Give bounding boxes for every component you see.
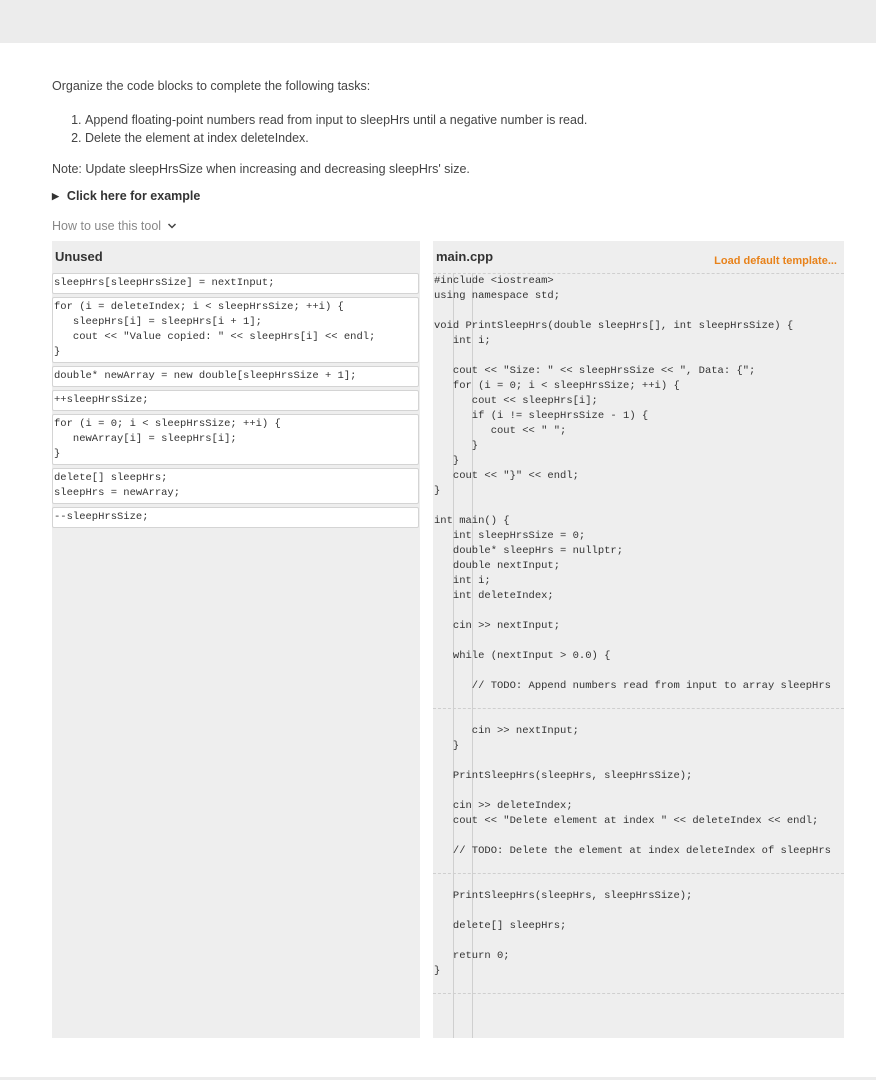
code-block[interactable]: double* newArray = new double[sleepHrsSize + 1]; <box>52 366 419 387</box>
code-block[interactable]: for (i = deleteIndex; i < sleepHrsSize; ++i) { sleepHrs[i] = sleepHrs[i + 1]; cout << "Value copied: " << sleepHrs[i] << endl; } <box>52 297 419 363</box>
drop-slot-spacer <box>433 979 844 993</box>
drop-slot[interactable] <box>433 993 844 994</box>
unused-title: Unused <box>55 249 103 264</box>
code-block[interactable]: delete[] sleepHrs; sleepHrs = newArray; <box>52 468 419 504</box>
howto-label: How to use this tool <box>52 219 162 233</box>
example-toggle[interactable] <box>52 189 844 203</box>
load-template-button[interactable]: Load default template... <box>714 255 837 267</box>
drop-slot-spacer <box>433 694 844 708</box>
code-editor <box>433 273 844 994</box>
top-bar <box>0 0 876 43</box>
unused-blocks <box>52 273 419 531</box>
code-block[interactable]: --sleepHrsSize; <box>52 507 419 528</box>
instructions <box>52 78 844 233</box>
code-block[interactable]: for (i = 0; i < sleepHrsSize; ++i) { newArray[i] = sleepHrs[i]; } <box>52 414 419 465</box>
code-segment: #include <iostream> using namespace std; void PrintSleepHrs(double sleepHrs[], int sleepHrsSize) { int i; cout << "Size: " << sleepHrsSize << ", Data: {"; for (i = 0; i < sleepHrsSize; ++i) { cout << sleepHrs[i]; if (i != sleepHrsSize - 1) { cout << " "; } } cout << "}" << endl; } int main() { int sleepHrsSize = 0; double* sleepHrs = nullptr; double nextInput; int i; int deleteIndex; cin >> nextInput; while (nextInput > 0.0) { // TODO: Append numbers read from input to array sleepHrs <box>434 275 831 692</box>
expand-triangle-icon: ▶ <box>52 190 59 201</box>
drop-slot-spacer <box>433 859 844 873</box>
example-toggle-label: Click here for example <box>66 189 201 203</box>
chevron-down-icon <box>167 221 177 231</box>
unused-panel <box>52 241 420 1038</box>
task-item: 2. Delete the element at index deleteIndex. <box>85 129 844 147</box>
task-item: 1. Append floating-point numbers read from input to sleepHrs until a negative number is read. <box>85 111 844 129</box>
code-segment: cin >> nextInput; } PrintSleepHrs(sleepHrs, sleepHrsSize); cin >> deleteIndex; cout << "Delete element at index " << deleteIndex << endl; // TODO: Delete the element at index deleteIndex of sleepHrs <box>452 725 831 857</box>
code-block[interactable]: ++sleepHrsSize; <box>52 390 419 411</box>
task-list <box>52 111 844 147</box>
main-cpp-title: main.cpp <box>436 249 494 264</box>
intro-text: Organize the code blocks to complete the following tasks: <box>52 79 371 93</box>
note-text: Note: Update sleepHrsSize when increasing and decreasing sleepHrs' size. <box>52 162 470 176</box>
code-block[interactable]: sleepHrs[sleepHrsSize] = nextInput; <box>52 273 419 294</box>
code-segment: PrintSleepHrs(sleepHrs, sleepHrsSize); delete[] sleepHrs; return 0; } <box>434 890 693 977</box>
main-cpp-panel <box>433 241 844 1038</box>
howto-toggle[interactable] <box>52 219 844 233</box>
